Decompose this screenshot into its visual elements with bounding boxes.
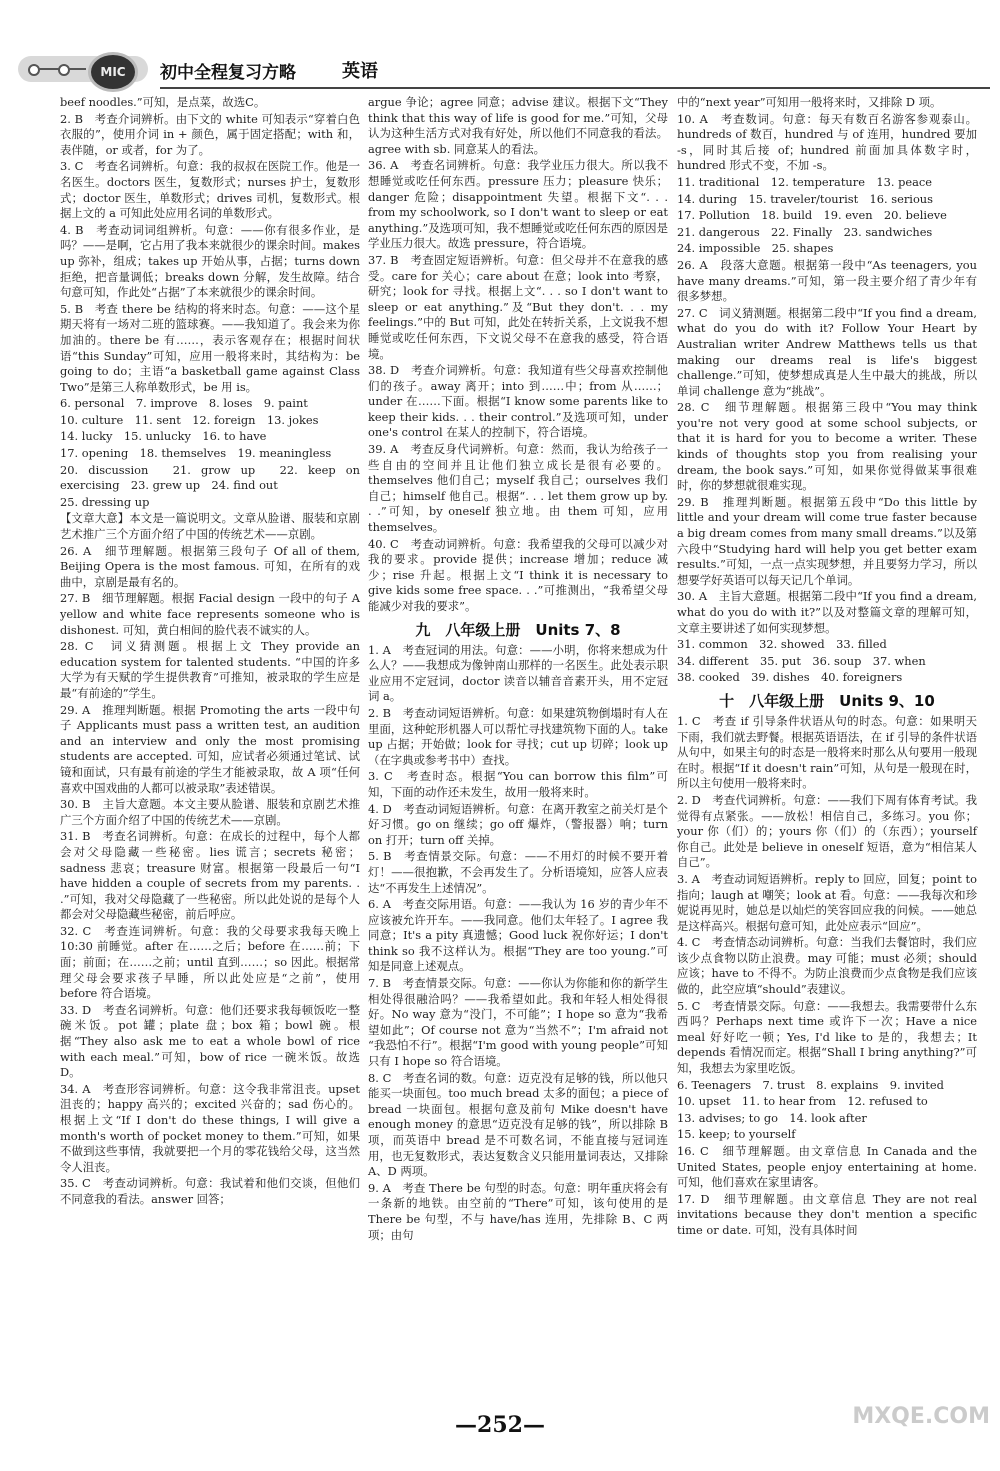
answer-item: 21. dangerous 22. Finally 23. sandwiches <box>677 224 933 239</box>
answer-item: 30. A 主旨大意题。根据第二段中“If you find a dream, what do you do with it?”以及对整篇文章的理解可知，文章主要讲述了如何实现梦想。 <box>677 589 977 635</box>
section-heading: 十 八年级上册 Units 9、10 <box>719 691 935 710</box>
answer-item: 14. during 15. traveler/tourist 16. serious <box>677 191 933 206</box>
logo-dot-icon <box>28 64 40 76</box>
answer-item: 36. A 考查名词辨析。句意：我学业压力很大。所以我不想睡觉或吃任何东西。pressure 压力；pleasure 快乐；danger 危险；disappointment 失望。根据下文“. . . from my schoolwork, so I don't want to sleep or eat anything.”及选项可知，我不想睡觉或吃任何东西的原因是学业压力很大。故选 pressure，符合语境。 <box>368 158 668 251</box>
answer-item: 1. C 考查 if 引导条件状语从句的时态。句意：如果明天下雨，我们就去野餐。根据英语语法，在 if 引导的条件状语从句中，如果主句的时态是一般将来时那么从句要用一般现在时。根据“If it doesn't rain”可知，从句是一般现在时，所以主句使用一般将来时。 <box>677 713 977 791</box>
answer-item: 8. C 考查名词的数。句意：迈克没有足够的钱，所以他只能买一块面包。too much bread 太多的面包；a piece of bread 一块面包。根据句意及前句 Mike doesn't have enough money 的意思“迈克没有足够的钱”，所以排除 B 项，而英语中 bread 是不可数名词，不能直接与冠词连用，也无复数形式，表达复数含义只能用量词表达，又排除 A、D 两项。 <box>368 1070 668 1179</box>
answer-column-1 <box>60 95 360 1209</box>
answer-item: 20. discussion 21. grow up 22. keep on exercising 23. grew up 24. find out <box>60 462 360 493</box>
book-title: 初中全程复习方略 <box>160 63 296 83</box>
answer-item: 39. A 考查反身代词辨析。句意：然而，我认为给孩子一些自由的空间并且让他们独立成长是很有必要的。themselves 他们自己；myself 我自己；ourselves 我们自己；himself 他自己。根据“. . . let them grow up by. . .”可知，by oneself 独立地。由 them 可知，应用 themselves。 <box>368 442 668 535</box>
answer-item: 6. Teenagers 7. trust 8. explains 9. invited <box>677 1077 944 1092</box>
site-watermark: MXQE.COM <box>852 1404 990 1429</box>
answer-item: 2. B 考查动词短语辨析。句意：如果建筑物倒塌时有人在里面，这种蛇形机器人可以帮忙寻找建筑物下面的人。take up 占据；开始做；look for 寻找；cut up 切碎；look up（在字典或参考书中）查找。 <box>368 705 668 767</box>
answer-item: 5. B 考查 there be 结构的将来时态。句意：——这个星期天将有一场对二班的篮球赛。——我知道了。我会来为你加油的。there be 有……，表示客观存在；根据时间状语“this Sunday”可知，应用一般将来时，其结构为：be going to do；主语“a basketball game against Class Two”是第三人称单数形式，be 用 is。 <box>60 301 360 394</box>
answer-item: 29. B 推理判断题。根据第五段中“Do this little by little and your dream will come true faster because a big dream comes from many small dreams.”以及第六段中“Studying hard will help you get better exam results.”可知，一点一点实现梦想，并且要努力学习，所以想要学好英语可以每天记几个单词。 <box>677 494 977 587</box>
answer-item: 3. A 考查动词短语辨析。reply to 回应，回复；point to 指向；laugh at 嘲笑；look at 看。句意：——我每次和珍妮说再见时，她总是以灿烂的笑容回应我的问候。——她总是这样高兴。根据句意可知，此处应表示“回应”。 <box>677 871 977 933</box>
answer-item: 27. B 细节理解题。根据 Facial design 一段中的句子 A yellow and white face represents someone who is dishonest. 可知，黄白相间的脸代表不诚实的人。 <box>60 591 360 637</box>
answer-item: 40. C 考查动词辨析。句意：我希望我的父母可以减少对我的要求。provide 提供；increase 增加；reduce 减少；rise 升起。根据上文“I think it is necessary to give kids some free space. . .”可推测出，“我希望父母能减少对我的要求”。 <box>368 536 668 613</box>
book-logo-icon: MIC <box>88 52 138 92</box>
answer-item: 5. C 考查情景交际。句意：——我想去。我需要带什么东西吗？Perhaps next time 或许下一次；Have a nice meal 好好吃一顿；Yes, I'd like to 是的，我想去；It depends 看情况而定。根据“Shall I bring anything?”可知，我想去为家里吃饭。 <box>677 998 977 1076</box>
answer-item: 28. C 词义猜测题。根据上文 They provide an education system for talented students. “中国的许多大学为有天赋的学生提供教育”可推知，被录取的学生应是最“有前途的”学生。 <box>60 639 360 700</box>
page-header <box>0 0 1000 95</box>
answer-item: 7. B 考查情景交际。句意：——你认为你能和你的新学生相处得很融洽吗？——我希望如此。我和年轻人相处得很好。No way 意为“没门，不可能”；I hope so 意为“我希望如此”；Of course not 意为“当然不”；I'm afraid not “我恐怕不行”。根据“I'm good with young people”可知只有 I hope so 符合语境。 <box>368 976 668 1069</box>
answer-item: 【文章大意】本文是一篇说明文。文章从脸谱、服装和京剧艺术推广三个方面介绍了中国的传统艺术——京剧。 <box>60 511 360 542</box>
answer-item: 27. C 词义猜测题。根据第二段中“If you find a dream, what do you do with it? Follow Your Heart by Australian writer Andrew Matthews tells us that making our dreams real is life's biggest challenge.”可知，使梦想成真是人生中最大的挑战，所以单词 challenge 意为“挑战”。 <box>677 305 977 398</box>
answer-item: 15. keep; to yourself <box>677 1127 796 1142</box>
answer-item: 29. A 推理判断题。根据 Promoting the arts 一段中句子 Applicants must pass a written test, an audition and an interview and only the most promising students are accepted. 可知，应试者必须通过笔试、试镜和面试，只有最有前途的学生才能被录取，故 A 项“任何喜欢中国戏曲的人都可以被录取”表述错误。 <box>60 702 360 795</box>
answer-item: 17. opening 18. themselves 19. meaningless <box>60 446 332 461</box>
answer-item: 33. D 考查名词辨析。句意：他们还要求我每顿饭吃一整碗米饭。pot 罐；plate 盘；box 箱；bowl 碗。根据“They also ask me to eat a whole bowl of rice with each meal.”可知，bow of rice 一碗米饭。故选 D。 <box>60 1002 360 1080</box>
answer-item: 17. D 细节理解题。由文章信息 They are not real invitations because they don't mention a specific time or date. 可知，没有具体时间 <box>677 1191 977 1237</box>
answer-item: 3. C 考查时态。根据“You can borrow this film”可知，下面的动作还未发生，故用一般将来时。 <box>368 769 668 799</box>
answer-item: 26. A 段落大意题。根据第一段中“As teenagers, you have many dreams.”可知，第一段主要介绍了青少年有很多梦想。 <box>677 257 977 304</box>
answer-item: 4. C 考查情态动词辨析。句意：当我们去餐馆时，我们应该少点食物以防止浪费。may 可能；must 必须；should 应该；have to 不得不。为防止浪费而少点食物是我们应该做的，此空应填“should”表建议。 <box>677 935 977 997</box>
answer-item: 24. impossible 25. shapes <box>677 241 834 256</box>
answer-item: 1. A 考查冠词的用法。句意：——小明，你将来想成为什么人？——我想成为像钟南山那样的一名医生。此处表示职业应用不定冠词，doctor 读音以辅音音素开头，用不定冠词 a。 <box>368 642 668 704</box>
answer-item: 17. Pollution 18. build 19. even 20. believe <box>677 208 947 223</box>
answer-column-2 <box>368 95 668 1244</box>
answer-item: 34. A 考查形容词辨析。句意：这令我非常沮丧。upset 沮丧的；happy 高兴的；excited 兴奋的；sad 伤心的。根据上文“If I don't do these things, I will give a month's worth of pocket money to them.”可知，如果不做到这些事情，我就要把一个月的零花钱给父母，这当然令人沮丧。 <box>60 1081 360 1174</box>
answer-item: argue 争论；agree 同意；advise 建议。根据下文“They think that this way of life is good for me.”可知，父母认为这种生活方式对我有好处，所以他们不同意我的看法。agree with sb. 同意某人的看法。 <box>368 95 668 156</box>
answer-item: beef noodles.”可知，是点菜，故选C。 <box>60 95 266 109</box>
answer-item: 30. B 主旨大意题。本文主要从脸谱、服装和京剧艺术推广三个方面介绍了中国的传统艺术——京剧。 <box>60 797 360 827</box>
answer-item: 10. culture 11. sent 12. foreign 13. jokes <box>60 412 319 427</box>
answer-item: 10. upset 11. to hear from 12. refused to <box>677 1094 928 1109</box>
answer-item: 9. A 考查 There be 句型的时态。句意：明年重庆将会有一条新的地铁。由空前的“There”可知，该句使用的是 There be 句型，不与 have/has 连用，先排除 B、C 两项；由句 <box>368 1180 668 1242</box>
answer-item: 4. D 考查动词短语辨析。句意：在离开教室之前关灯是个好习惯。go on 继续；go off 爆炸，（警报器）响；turn on 打开；turn off 关掉。 <box>368 801 668 847</box>
answer-item: 38. cooked 39. dishes 40. foreigners <box>677 670 903 685</box>
answer-item: 37. B 考查固定短语辨析。句意：但父母并不在意我的感受。care for 关心；care about 在意；look into 考察，研究；look for 寻找。根据上文“. . . so I don't want to sleep or eat anything.”及“But they don't. . . my feelings.”中的 But 可知，此处在转折关系，上文说我不想睡觉或吃任何东西，下文说父母不在意我的感受，符合语境。 <box>368 252 668 361</box>
answer-item: 2. B 考查介词辨析。由下文的 white 可知表示“穿着白色衣服的”，使用介词 in + 颜色，属于固定搭配；with 和，表伴随，or 或者，for 为了。 <box>60 111 360 157</box>
answer-item: 25. dressing up <box>60 494 150 509</box>
answer-item: 14. lucky 15. unlucky 16. to have <box>60 429 267 444</box>
answer-item: 38. D 考查介词辨析。句意：我知道有些父母喜欢控制他们的孩子。away 离开；into 到……中；from 从……；under 在……下面。根据“I know some parents like to keep their kids. . . their control.”及选项可知，under one's control 在某人的控制下，符合语境。 <box>368 363 668 440</box>
answer-item: 6. personal 7. improve 8. loses 9. paint <box>60 396 308 411</box>
answer-item: 26. A 细节理解题。根据第三段句子 Of all of them, Beijing Opera is the most famous. 可知，在所有的戏曲中，京剧是最有名的。 <box>60 543 360 589</box>
header-divider <box>160 87 990 89</box>
answer-item: 2. D 考查代词辨析。句意：——我们下周有体育考试。我觉得有点紧张。——放松！相信自己，多练习。you 你；your 你（们）的；yours 你（们）的（东西）；yourself 你自己。此处是 believe in oneself 短语，意为“相信某人自己”。 <box>677 792 977 870</box>
answer-item: 10. A 考查数词。句意：每天有数百名游客参观泰山。hundreds of 数百，hundred 与 of 连用，hundred 要加 -s，同时其后接 of；hundred 前面加具体数字时，hundred 形式不变，不加 -s。 <box>677 111 977 173</box>
answer-item: 35. C 考查动词辨析。句意：我试着和他们交谈，但他们不同意我的看法。answer 回答； <box>60 1176 360 1206</box>
page-number: —252— <box>455 1412 545 1438</box>
section-heading: 九 八年级上册 Units 7、8 <box>415 620 621 639</box>
answer-item: 31. B 考查名词辨析。句意：在成长的过程中，每个人都会对父母隐藏一些秘密。lies 谎言；secrets 秘密；sadness 悲哀；treasure 财富。根据第一段最后一句“I have hidden a couple of secrets from my parents. . .”可知，我对父母隐藏了一些秘密。所以此处说的是每个人都会对父母隐藏些秘密，前后呼应。 <box>60 829 360 922</box>
answer-item: 中的“next year”可知用一般将来时，又排除 D 项。 <box>677 95 942 109</box>
answer-column-3 <box>677 95 977 1240</box>
answer-item: 32. C 考查连词辨析。句意：我的父母要求我每天晚上 10:30 前睡觉。after 在……之后；before 在……前；下面；前面；在……之前；until 直到……；so 因此。根据常理父母会要求孩子早睡，所以此处应是“之前”，使用 before 符合语境。 <box>60 923 360 1001</box>
answer-item: 31. common 32. showed 33. filled <box>677 637 887 652</box>
answer-item: 6. A 考查交际用语。句意：——我认为 16 岁的青少年不应该被允许开车。——我同意。他们太年轻了。I agree 我同意；It's a pity 真遗憾；Good luck 祝你好运；I don't think so 我不这样认为。根据“They are too young.”可知是同意上述观点。 <box>368 897 668 974</box>
subject-label: 英语 <box>342 61 378 82</box>
answer-item: 5. B 考查情景交际。句意：——不用灯的时候不要开着灯！——很抱歉，不会再发生了。分析语境知，应答人应表达“不再发生上述情况”。 <box>368 849 668 895</box>
answer-item: 4. B 考查动词词组辨析。句意：——你有很多作业，是吗？——是啊，它占用了我本来就很少的课余时间。makes up 弥补，组成；takes up 开始从事，占据；turns down 拒绝，把音量调低；breaks down 分解，发生故障。结合句意可知，作此处“占据”了本来就很少的课余时间。 <box>60 222 360 300</box>
answer-item: 28. C 细节理解题。根据第三段中“You may think you're not very good at some school subjects, or that it is hard for you to become a writer. These kinds of thoughts stop you from realising your dream, the book says.”可知，如果你觉得做某事很难时，你的梦想就很难实现。 <box>677 400 977 493</box>
logo-dot-icon <box>58 64 70 76</box>
answer-item: 34. different 35. put 36. soup 37. when <box>677 653 926 668</box>
answer-item: 13. advises; to go 14. look after <box>677 1110 867 1125</box>
answer-item: 3. C 考查名词辨析。句意：我的叔叔在医院工作。他是一名医生。doctors 医生，复数形式；nurses 护士，复数形式；doctor 医生，单数形式；drives 司机，复数形式。根据上文的 a 可知此处应用名词的单数形式。 <box>60 159 360 221</box>
answer-item: 11. traditional 12. temperature 13. peace <box>677 174 933 189</box>
answer-item: 16. C 细节理解题。由文章信息 In Canada and the United States, people enjoy entertaining at home. 可知，他们喜欢在家里请客。 <box>677 1144 977 1190</box>
